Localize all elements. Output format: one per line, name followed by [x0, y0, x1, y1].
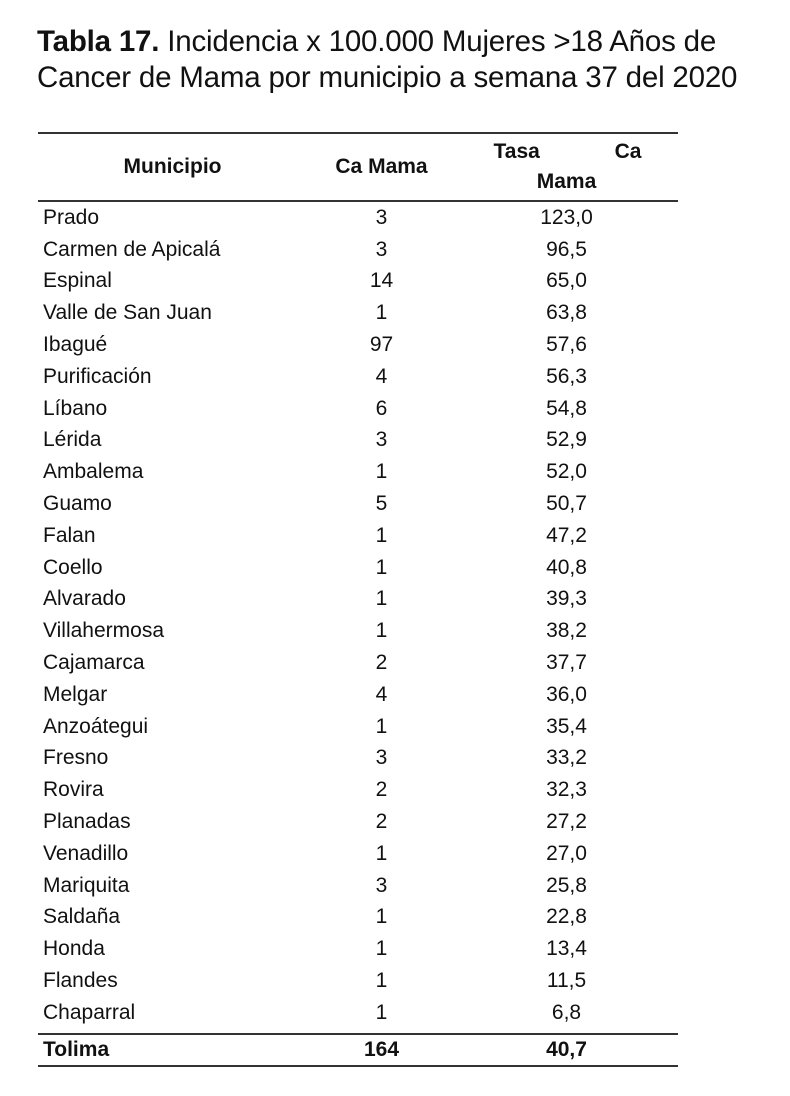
table-row — [38, 679, 678, 711]
table-row — [38, 329, 678, 361]
header-tasa-1: Tasa — [493, 140, 540, 163]
cell-municipio: Anzoátegui — [43, 714, 149, 738]
table-row — [38, 425, 678, 457]
cell-municipio: Villahermosa — [43, 619, 165, 643]
cell-municipio: Purificación — [43, 364, 152, 388]
cell-municipio: Saldaña — [43, 905, 121, 929]
cell-ca-mama: 1 — [375, 523, 388, 547]
cell-ca-mama: 1 — [375, 937, 388, 961]
cell-ca-mama: 1 — [375, 587, 388, 611]
cell-tasa: 27,0 — [546, 841, 587, 865]
cell-tasa: 50,7 — [546, 492, 587, 516]
cell-tasa: 22,8 — [546, 905, 587, 929]
cell-tasa: 35,4 — [546, 714, 587, 738]
cell-ca-mama: 3 — [375, 237, 388, 261]
cell-tasa: 40,8 — [546, 555, 587, 579]
cell-municipio: Coello — [43, 555, 103, 579]
cell-ca-mama: 6 — [375, 396, 388, 420]
table-row — [38, 297, 678, 329]
cell-tasa: 54,8 — [546, 396, 587, 420]
cell-municipio: Honda — [43, 937, 105, 961]
incidence-table — [38, 132, 678, 1067]
cell-municipio: Guamo — [43, 492, 112, 516]
cell-municipio: Ibagué — [43, 333, 108, 357]
cell-tasa: 37,7 — [546, 651, 587, 675]
table-row — [38, 393, 678, 425]
header-tasa-2: Ca — [614, 140, 642, 163]
table-row — [38, 743, 678, 775]
table-row — [38, 615, 678, 647]
cell-tasa: 13,4 — [546, 937, 587, 961]
caption-text: Incidencia x 100.000 Mujeres >18 Años de Cancer de Mama por municipio a semana 37 del 2020 — [37, 25, 738, 94]
table-row — [38, 647, 678, 679]
table-row — [38, 774, 678, 806]
cell-municipio: Mariquita — [43, 873, 130, 897]
cell-ca-mama: 3 — [375, 873, 388, 897]
cell-ca-mama: 3 — [375, 746, 388, 770]
cell-municipio: Rovira — [43, 778, 104, 802]
cell-tasa: 6,8 — [551, 1000, 582, 1024]
table-caption — [37, 24, 777, 96]
cell-ca-mama: 1 — [375, 969, 388, 993]
total-row — [38, 1034, 678, 1066]
header-municipio: Municipio — [38, 133, 308, 201]
caption-label: Tabla 17. — [37, 25, 160, 58]
cell-municipio: Planadas — [43, 810, 131, 834]
table-row — [38, 997, 678, 1034]
cell-ca-mama: 3 — [375, 428, 388, 452]
cell-tasa: 32,3 — [546, 778, 587, 802]
cell-tasa: 65,0 — [546, 269, 587, 293]
cell-tasa: 25,8 — [546, 873, 587, 897]
cell-municipio: Líbano — [43, 396, 108, 420]
cell-ca-mama: 2 — [375, 651, 388, 675]
header-tasa — [455, 133, 678, 201]
cell-municipio: Ambalema — [43, 460, 144, 484]
cell-ca-mama: 2 — [375, 778, 388, 802]
cell-municipio: Valle de San Juan — [43, 301, 212, 325]
header-row — [38, 133, 678, 201]
cell-municipio: Prado — [43, 205, 100, 229]
table-row — [38, 711, 678, 743]
cell-tasa: 11,5 — [546, 969, 587, 993]
table-row — [38, 552, 678, 584]
cell-municipio: Cajamarca — [43, 651, 145, 675]
cell-ca-mama: 1 — [375, 555, 388, 579]
cell-tasa: 63,8 — [546, 301, 587, 325]
cell-ca-mama: 1 — [375, 619, 388, 643]
cell-municipio: Flandes — [43, 969, 118, 993]
table-row — [38, 806, 678, 838]
cell-municipio: Lérida — [43, 428, 102, 452]
cell-ca-mama: 2 — [375, 810, 388, 834]
cell-tasa: 52,0 — [546, 460, 587, 484]
cell-municipio: Melgar — [43, 682, 108, 706]
total-municipio: Tolima — [38, 1034, 308, 1066]
table-row — [38, 266, 678, 298]
cell-ca-mama: 1 — [375, 714, 388, 738]
table-row — [38, 201, 678, 234]
cell-ca-mama: 5 — [375, 492, 388, 516]
cell-tasa: 39,3 — [546, 587, 587, 611]
table-row — [38, 584, 678, 616]
table-row — [38, 838, 678, 870]
cell-ca-mama: 4 — [375, 682, 388, 706]
cell-ca-mama: 4 — [375, 364, 388, 388]
cell-ca-mama: 3 — [375, 205, 388, 229]
cell-tasa: 52,9 — [546, 428, 587, 452]
cell-tasa: 47,2 — [546, 523, 587, 547]
cell-tasa: 33,2 — [546, 746, 587, 770]
cell-tasa: 36,0 — [546, 682, 587, 706]
cell-municipio: Fresno — [43, 746, 109, 770]
table-row — [38, 933, 678, 965]
cell-ca-mama: 97 — [369, 333, 394, 357]
cell-ca-mama: 1 — [375, 301, 388, 325]
cell-municipio: Falan — [43, 523, 96, 547]
cell-tasa: 96,5 — [546, 237, 587, 261]
table-row — [38, 965, 678, 997]
table-row — [38, 520, 678, 552]
cell-tasa: 56,3 — [546, 364, 587, 388]
cell-municipio: Alvarado — [43, 587, 126, 611]
cell-ca-mama: 1 — [375, 460, 388, 484]
cell-tasa: 123,0 — [540, 205, 593, 229]
table-row — [38, 488, 678, 520]
cell-tasa: 38,2 — [546, 619, 587, 643]
cell-tasa: 57,6 — [546, 333, 587, 357]
table-row — [38, 870, 678, 902]
cell-tasa: 27,2 — [546, 810, 587, 834]
table-row — [38, 361, 678, 393]
cell-ca-mama: 14 — [369, 269, 394, 293]
cell-municipio: Carmen de Apicalá — [43, 237, 221, 261]
cell-municipio: Espinal — [43, 269, 112, 293]
cell-ca-mama: 1 — [375, 841, 388, 865]
table-row — [38, 234, 678, 266]
total-tasa: 40,7 — [455, 1034, 678, 1066]
table-row — [38, 456, 678, 488]
cell-municipio: Venadillo — [43, 841, 129, 865]
cell-municipio: Chaparral — [43, 1000, 136, 1024]
total-ca-mama: 164 — [308, 1034, 455, 1066]
cell-ca-mama: 1 — [375, 1000, 388, 1024]
table-row — [38, 902, 678, 934]
cell-ca-mama: 1 — [375, 905, 388, 929]
header-tasa-3: Mama — [536, 170, 597, 193]
header-ca-mama: Ca Mama — [308, 133, 455, 201]
